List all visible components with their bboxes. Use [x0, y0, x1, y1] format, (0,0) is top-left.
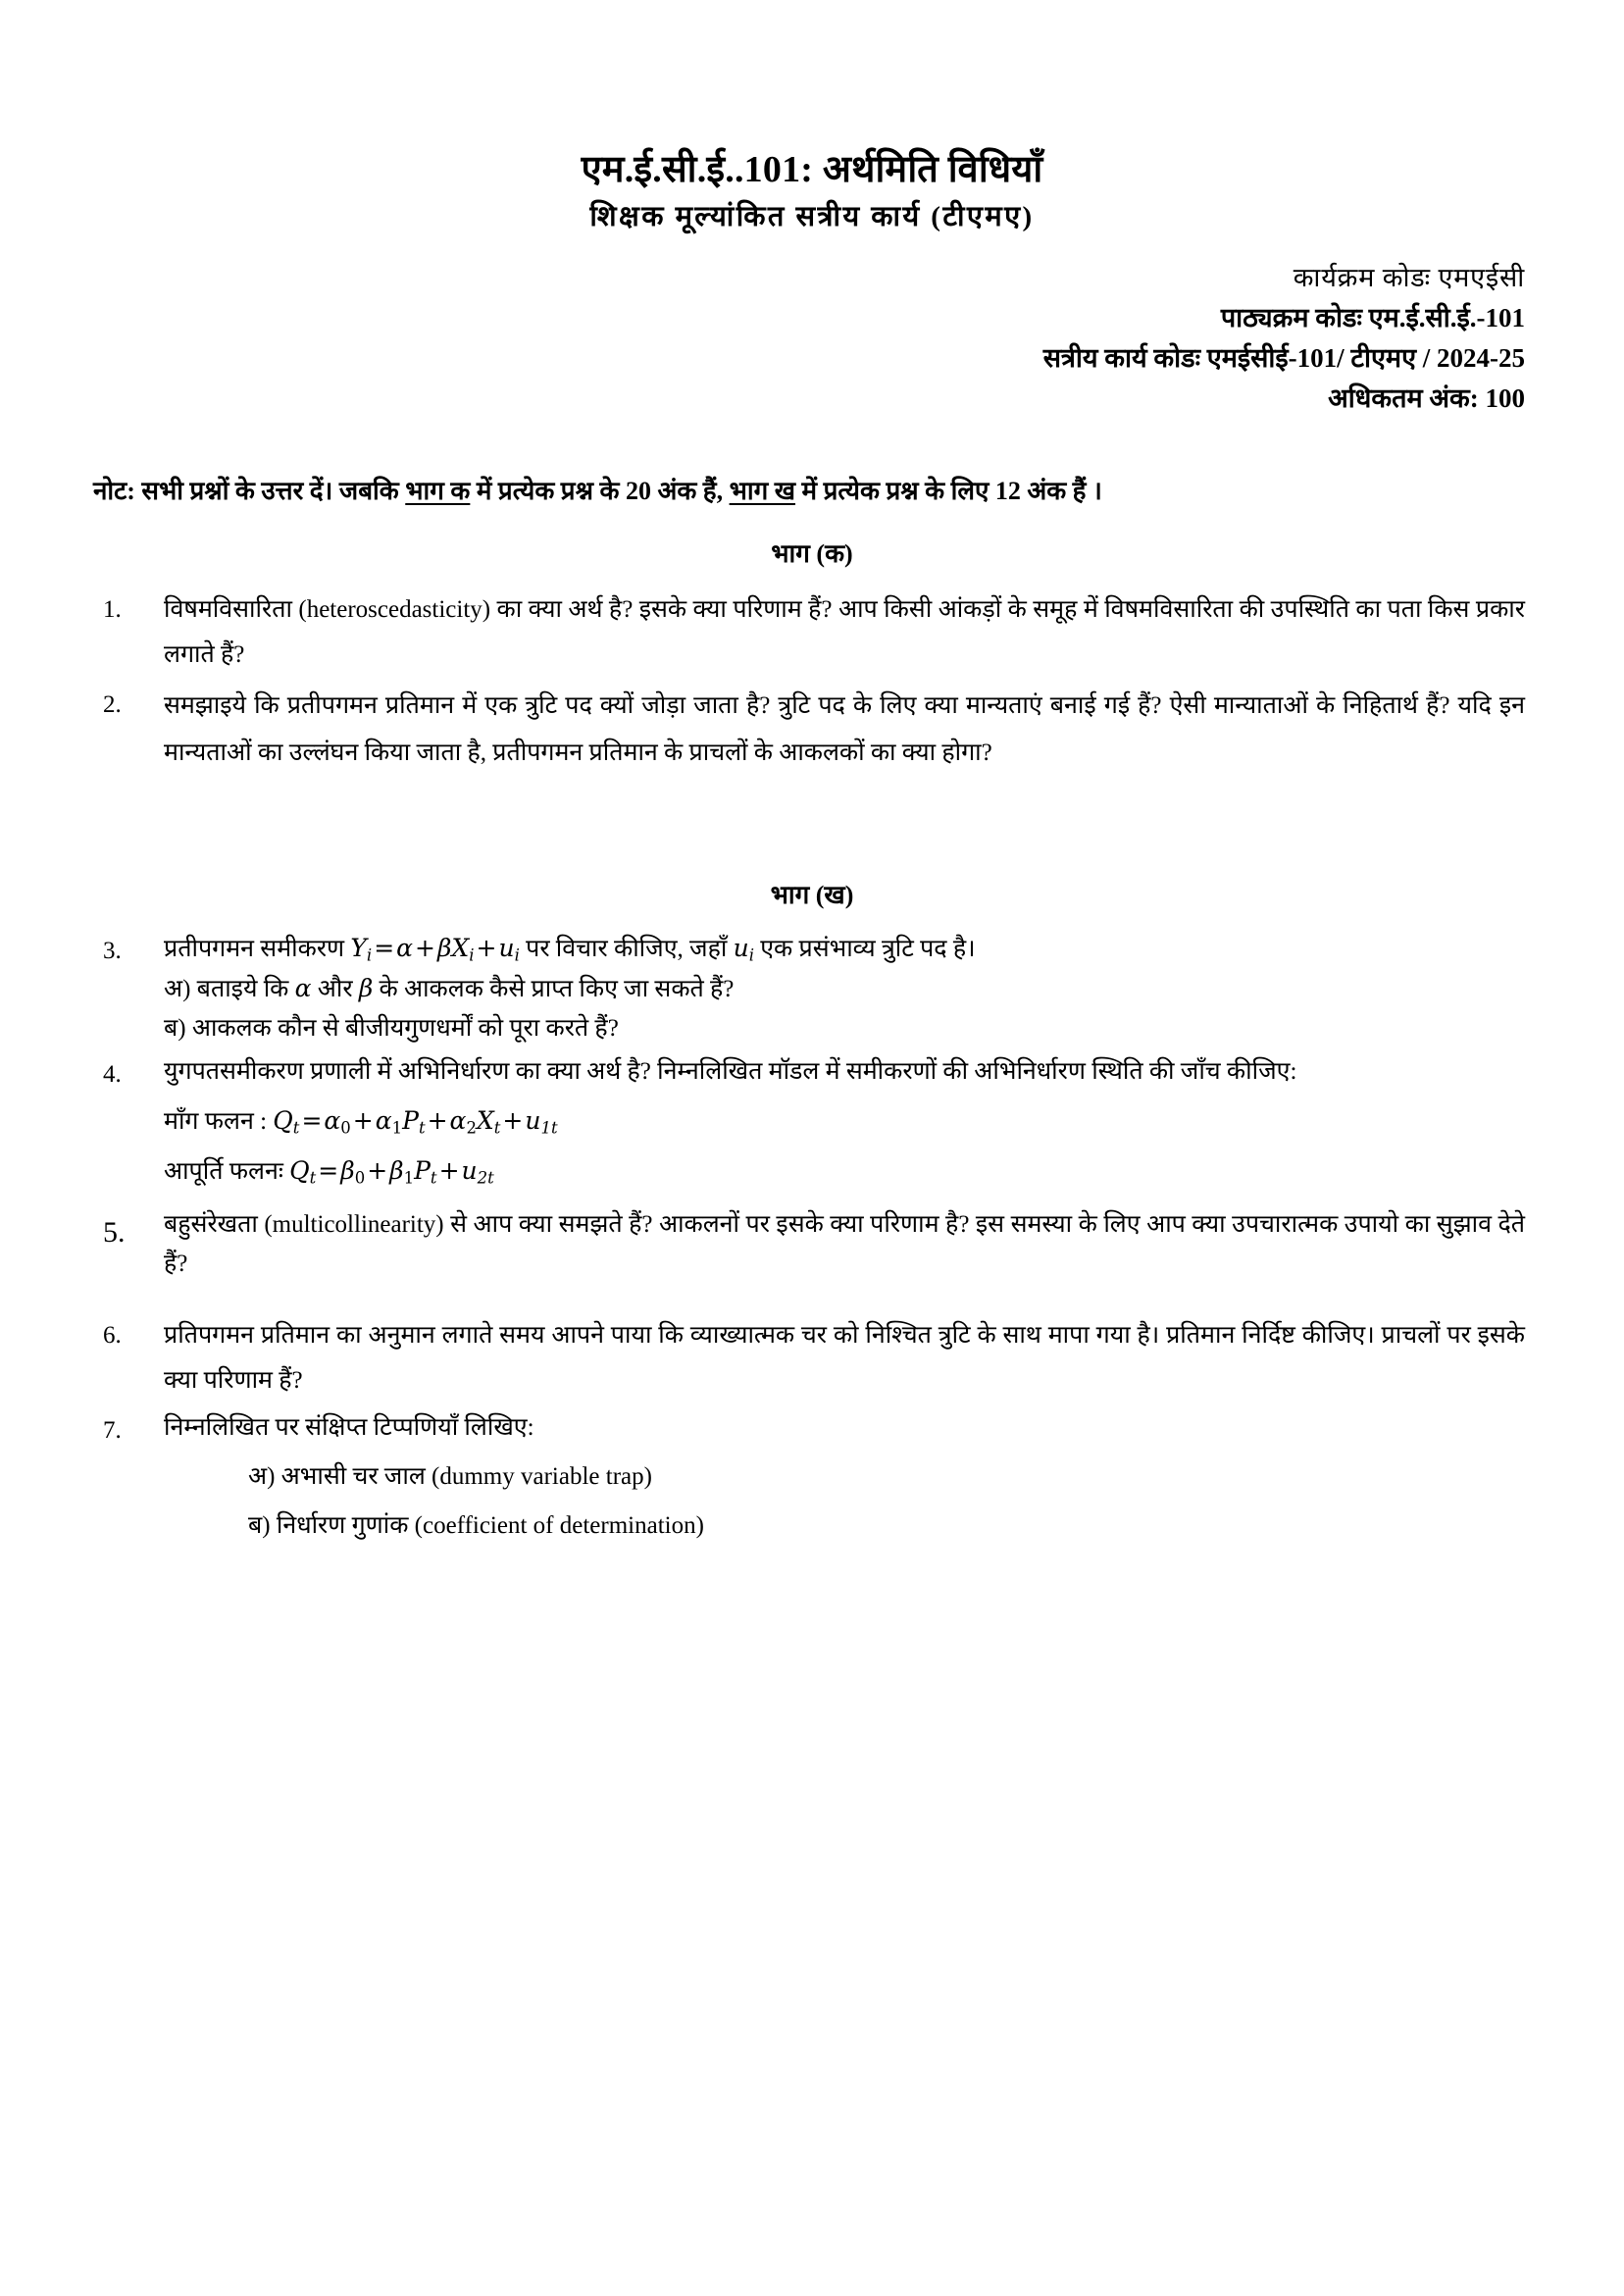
question-3-var-u: $u_i$ [733, 934, 754, 965]
question-3-body [164, 929, 1531, 1048]
spacer [164, 1448, 1525, 1457]
question-7-sub-b: ब) निर्धारण गुणांक (coefficient of determination) [248, 1511, 704, 1539]
spacer [164, 1497, 1525, 1506]
question-3-sub-a [164, 969, 1525, 1009]
question-7-number: 7. [103, 1416, 122, 1444]
question-7-sub-a: अ) अभासी चर जाल (dummy variable trap) [248, 1462, 652, 1490]
question-3 [93, 929, 1531, 1048]
section-heading-part-b: भाग (ख) [770, 881, 854, 910]
question-4-body [164, 1052, 1531, 1192]
spacer [93, 782, 1531, 821]
question-2 [93, 683, 1531, 779]
question-3-sub-a-after: के आकलक कैसे प्राप्त किए जा सकते हैं? [373, 976, 735, 1003]
question-4 [93, 1052, 1531, 1192]
question-2-number: 2. [103, 690, 122, 718]
question-4-number: 4. [103, 1061, 122, 1089]
note-underline-part-a: भाग क [405, 476, 471, 505]
question-1-text: विषमविसारिता (heteroscedasticity) का क्या अर्थ है? इसके क्या परिणाम हैं? आप किसी आंकड़ों के समूह में विषमविसारिता की उपस्थिति का पता किस प्रकार लगाते हैं? [164, 596, 1525, 669]
question-6 [93, 1313, 1531, 1404]
question-1-number: 1. [103, 596, 122, 624]
question-4-demand-function [164, 1101, 1525, 1142]
question-7 [93, 1408, 1531, 1546]
document-header [93, 147, 1531, 236]
course-code: पाठ्यक्रम कोडः एम.ई.सी.ई.-101 [1220, 302, 1525, 332]
question-3-sub-a-mid: और [311, 976, 359, 1003]
question-6-number: 6. [103, 1322, 122, 1350]
question-3-lead-after: पर विचार कीजिए, जहाँ [519, 936, 734, 963]
demand-function-label: माँग फलन : [164, 1108, 268, 1136]
question-3-sub-a-alpha: α [294, 974, 312, 1003]
question-7-text: निम्नलिखित पर संक्षिप्त टिप्पणियाँ लिखिए: [164, 1413, 534, 1441]
page-title: एम.ई.सी.ई..101: अर्थमिति विधियाँ [581, 149, 1043, 190]
spacer [164, 1092, 1525, 1101]
note-underline-part-b: भाग ख [729, 476, 796, 505]
question-4-text: युगपतसमीकरण प्रणाली में अभिनिर्धारण का क्या अर्थ है? निम्नलिखित मॉडल में समीकरणों की अभिनिर्धारण स्थिति की जाँच कीजिए: [164, 1058, 1297, 1086]
assignment-code: सत्रीय कार्य कोडः एमईसीई-101/ टीएमए / 2024-25 [1042, 342, 1525, 373]
spacer [164, 1142, 1525, 1151]
question-3-lead-before: प्रतीपगमन समीकरण [164, 936, 351, 963]
question-5 [93, 1205, 1531, 1284]
note-suffix: में प्रत्येक प्रश्न के लिए 12 अंक हैं । [795, 476, 1102, 505]
spacer [93, 1196, 1531, 1205]
question-7-body [164, 1408, 1531, 1546]
instructions-note [93, 474, 1531, 509]
program-code: कार्यक्रम कोडः एमएईसी [1293, 262, 1525, 292]
note-middle: में प्रत्येक प्रश्न के 20 अंक हैं, [470, 476, 730, 505]
question-3-equation: $Y_i=\alpha+\beta X_i+u_i$ [350, 934, 520, 965]
question-5-text: बहुसंरेखता (multicollinearity) से आप क्या समझते हैं? आकलनों पर इसके क्या परिणाम है? इस समस्या के लिए आप क्या उपचारात्मक उपायो का सुझाव देते हैं? [164, 1211, 1525, 1278]
question-4-supply-function [164, 1151, 1525, 1192]
question-3-sub-a-beta: β [358, 974, 374, 1003]
spacer [93, 1288, 1531, 1313]
supply-function-equation: $Q_t=\beta_0+\beta_1P_t+u_{2t}$ [289, 1156, 494, 1188]
page-subtitle: शिक्षक मूल्यांकित सत्रीय कार्य (टीएमए) [589, 200, 1035, 232]
header-metadata-block [93, 258, 1531, 419]
section-heading-part-a: भाग (क) [771, 539, 853, 569]
question-3-lead [164, 929, 1525, 969]
question-1 [93, 587, 1531, 679]
question-3-sub-b: ब) आकलक कौन से बीजीयगुणधर्मों को पूरा करते हैं? [164, 1015, 619, 1043]
maximum-marks: अधिकतम अंक: 100 [1328, 383, 1525, 413]
demand-function-equation: $Q_t=\alpha_0+\alpha_1P_t+\alpha_2X_t+u_{1t}$ [273, 1106, 558, 1138]
question-3-lead-tail: एक प्रसंभाव्य त्रुटि पद है। [753, 936, 976, 963]
question-6-text: प्रतिपगमन प्रतिमान का अनुमान लगाते समय आपने पाया कि व्याख्यात्मक चर को निश्चित त्रुटि के साथ मापा गया है। प्रतिमान निर्दिष्ट कीजिए। प्राचलों पर इसके क्या परिणाम हैं? [164, 1322, 1525, 1395]
note-prefix: नोट: सभी प्रश्नों के उत्तर दें। जबकि [93, 476, 406, 505]
question-3-sub-a-before: अ) बताइये कि [164, 976, 295, 1003]
supply-function-label: आपूर्ति फलनः [164, 1158, 283, 1186]
question-5-number: 5. [103, 1216, 126, 1250]
question-3-number: 3. [103, 938, 122, 965]
question-2-text: समझाइये कि प्रतीपगमन प्रतिमान में एक त्रुटि पद क्यों जोड़ा जाता है? त्रुटि पद के लिए क्या मान्यताएं बनाई गई हैं? ऐसी मान्याताओं के निहितार्थ हैं? यदि इन मान्यताओं का उल्लंघन किया जाता है, प्रतीपगमन प्रतिमान के प्राचलों के आकलकों का क्या होगा? [164, 691, 1525, 767]
